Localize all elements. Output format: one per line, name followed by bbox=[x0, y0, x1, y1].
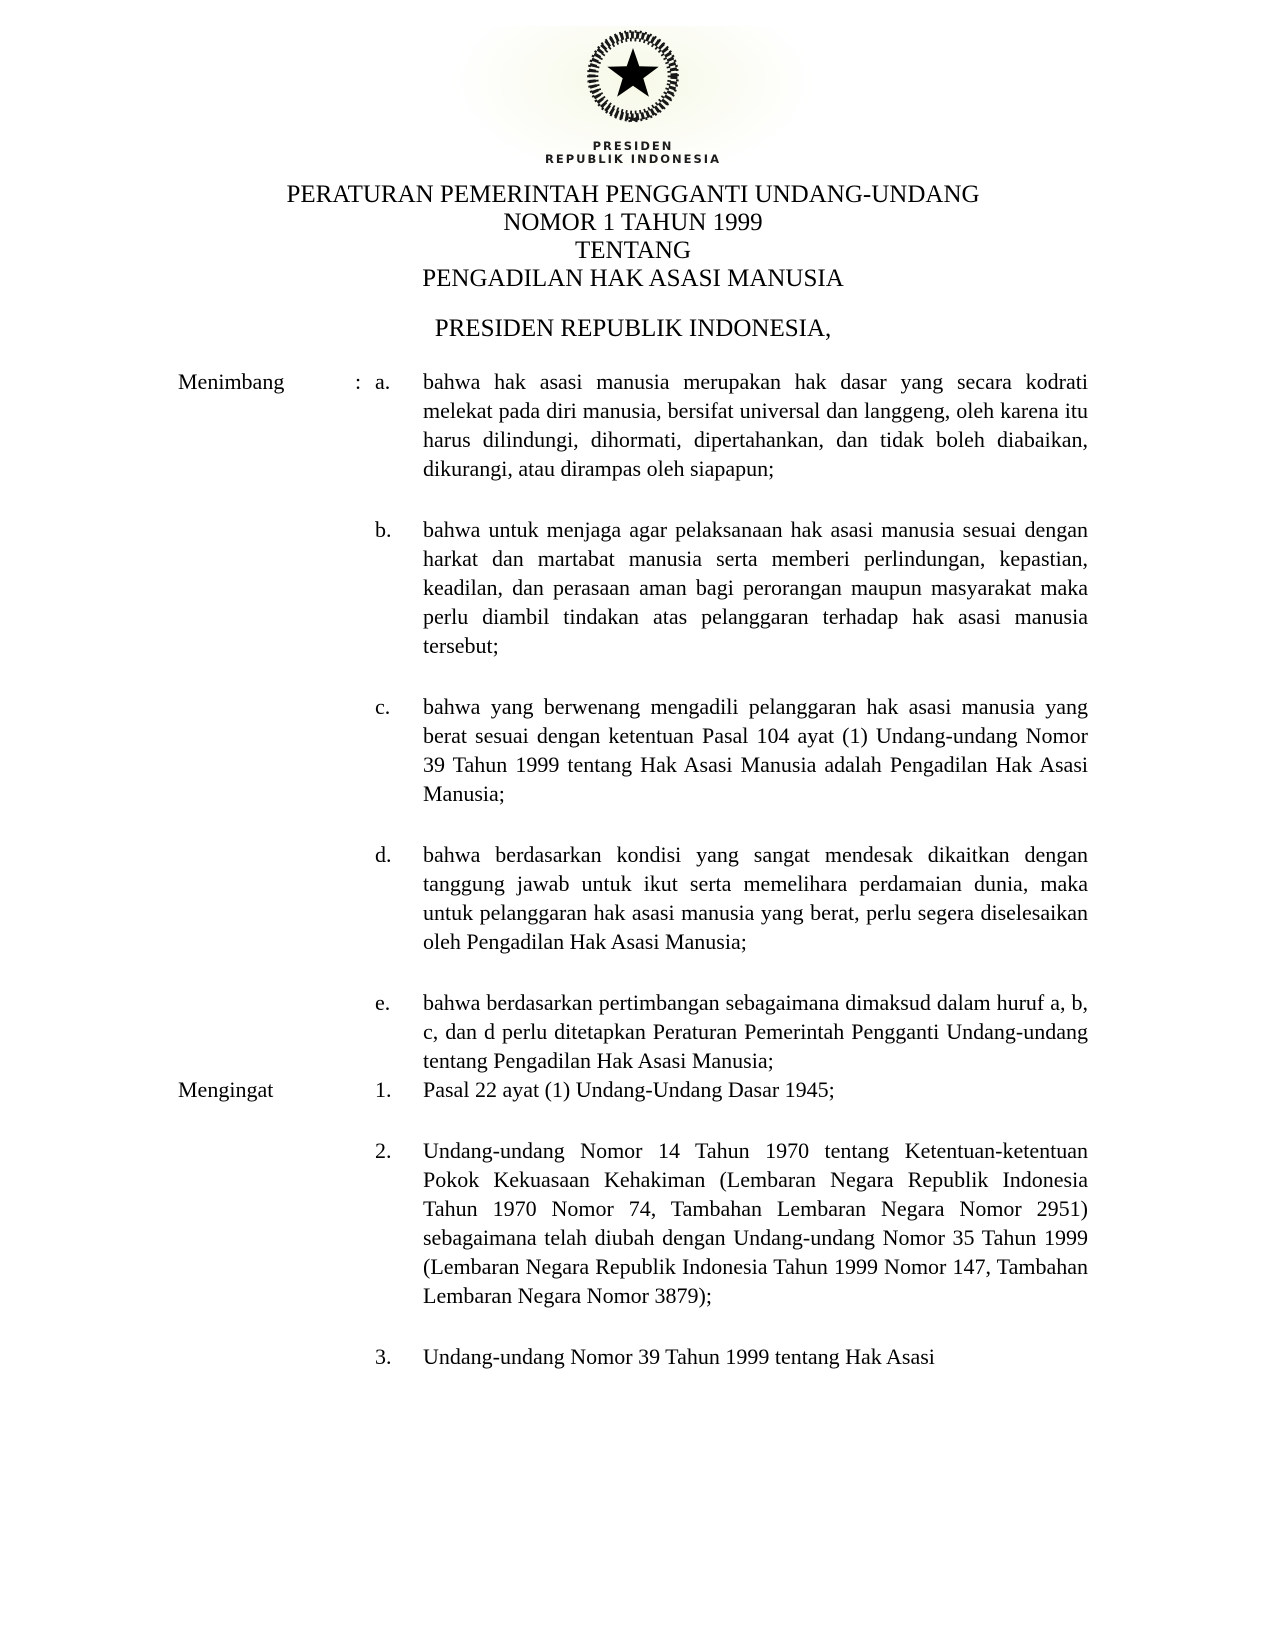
title-line-subject: PENGADILAN HAK ASASI MANUSIA bbox=[422, 265, 844, 292]
item-text: bahwa berdasarkan kondisi yang sangat mendesak dikaitkan dengan tanggung jawab untuk ikut serta memelihara perdamaian dunia, maka untuk pelanggaran hak asasi manusia yang berat, perlu segera diselesaikan oleh Pengadilan Hak Asasi Manusia; bbox=[423, 842, 1088, 954]
menimbang-item-a bbox=[178, 367, 1088, 483]
title-line-number: NOMOR 1 TAHUN 1999 bbox=[503, 209, 763, 236]
item-text: bahwa untuk menjaga agar pelaksanaan hak asasi manusia sesuai dengan harkat dan martabat manusia serta memberi perlindungan, kepastian, keadilan, dan perasaan aman bagi perorangan maupun masyarakat maka perlu diambil tindakan atas pelanggaran terhadap hak asasi manusia tersebut; bbox=[423, 517, 1088, 658]
mengingat-separator bbox=[355, 1075, 375, 1104]
item-marker: c. bbox=[375, 694, 391, 719]
item-marker: d. bbox=[375, 842, 392, 867]
item-marker: a. bbox=[375, 369, 391, 394]
menimbang-item-c bbox=[178, 692, 1088, 808]
mengingat-item-2 bbox=[178, 1136, 1088, 1310]
menimbang-item-d bbox=[178, 840, 1088, 956]
item-text: Undang-undang Nomor 14 Tahun 1970 tentang Ketentuan-ketentuan Pokok Kekuasaan Kehakiman (Lembaran Negara Republik Indonesia Tahun 1970 Nomor 74, Tambahan Lembaran Negara Nomor 2951) sebagaimana telah diubah dengan Undang-undang Nomor 35 Tahun 1999 (Lembaran Negara Republik Indonesia Tahun 1999 Nomor 147, Tambahan Lembaran Negara Nomor 3879); bbox=[423, 1138, 1088, 1308]
seal-caption-line2: REPUBLIK INDONESIA bbox=[545, 152, 721, 166]
menimbang-section bbox=[178, 367, 1088, 1075]
title-line-regulation: PERATURAN PEMERINTAH PENGGANTI UNDANG-UNDANG bbox=[286, 181, 980, 208]
menimbang-separator: : bbox=[355, 369, 362, 394]
mengingat-label: Mengingat bbox=[178, 1077, 274, 1102]
menimbang-label: Menimbang bbox=[178, 369, 285, 394]
salutation-line: PRESIDEN REPUBLIK INDONESIA, bbox=[434, 315, 832, 342]
document-title bbox=[178, 181, 1088, 293]
menimbang-item-e bbox=[178, 988, 1088, 1075]
seal-header bbox=[178, 26, 1088, 166]
menimbang-item-b bbox=[178, 515, 1088, 660]
item-marker: 1. bbox=[375, 1077, 392, 1102]
mengingat-item-3 bbox=[178, 1342, 1088, 1371]
clauses bbox=[178, 367, 1088, 1371]
item-text: Pasal 22 ayat (1) Undang-Undang Dasar 1945; bbox=[423, 1077, 835, 1102]
item-marker: b. bbox=[375, 517, 392, 542]
seal-caption bbox=[178, 140, 1088, 166]
item-marker: e. bbox=[375, 990, 391, 1015]
title-line-tentang: TENTANG bbox=[574, 237, 692, 264]
seal-caption-line1: PRESIDEN bbox=[592, 139, 674, 153]
mengingat-section bbox=[178, 1075, 1088, 1371]
item-marker: 3. bbox=[375, 1344, 392, 1369]
mengingat-item-1 bbox=[178, 1075, 1088, 1104]
item-text: Undang-undang Nomor 39 Tahun 1999 tentang Hak Asasi bbox=[423, 1344, 935, 1369]
item-text: bahwa yang berwenang mengadili pelanggaran hak asasi manusia yang berat sesuai dengan ketentuan Pasal 104 ayat (1) Undang-undang Nomor 39 Tahun 1999 tentang Hak Asasi Manusia adalah Pengadilan Hak Asasi Manusia; bbox=[423, 694, 1088, 806]
item-marker: 2. bbox=[375, 1138, 392, 1163]
item-text: bahwa berdasarkan pertimbangan sebagaimana dimaksud dalam huruf a, b, c, dan d perlu ditetapkan Peraturan Pemerintah Pengganti Undang-undang tentang Pengadilan Hak Asasi Manusia; bbox=[423, 990, 1088, 1073]
star-in-wreath-icon bbox=[583, 26, 683, 126]
item-text: bahwa hak asasi manusia merupakan hak dasar yang secara kodrati melekat pada diri manusia, bersifat universal dan langgeng, oleh karena itu harus dilindungi, dihormati, dipertahankan, dan tidak boleh diabaikan, dikurangi, atau dirampas oleh siapapun; bbox=[423, 369, 1088, 481]
